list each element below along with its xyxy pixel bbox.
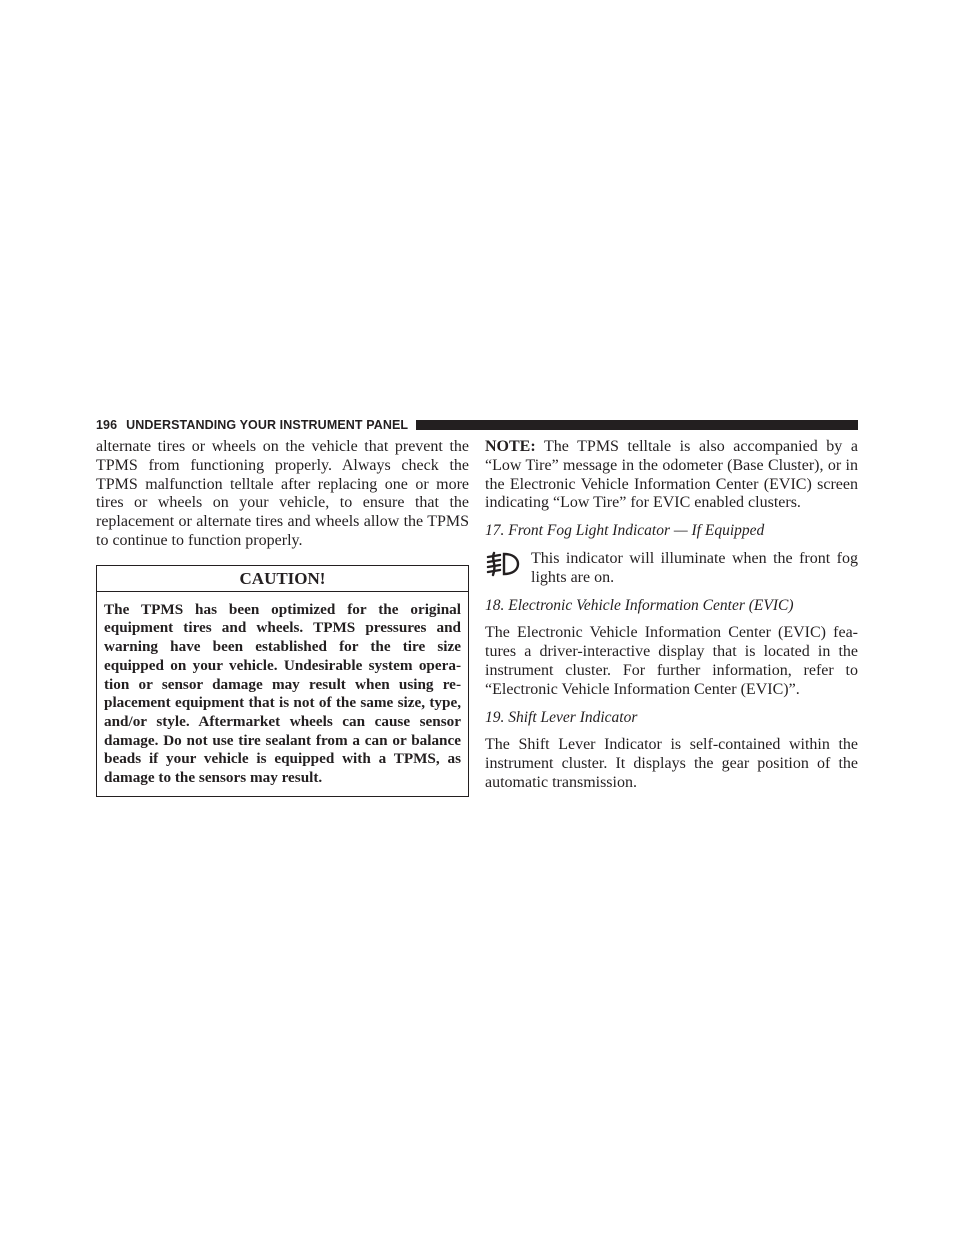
note-label: NOTE: bbox=[485, 438, 536, 455]
intro-paragraph: alternate tires or wheels on the vehicle that prevent the TPMS from functioning properly. Always check the TPMS malfunction telltale after replacing one or more tires or wheels on your vehicle, to ensure that the replacement or alternate tires and wheels allow the TPMS to continue to function properly. bbox=[96, 438, 469, 549]
caution-text: The TPMS has been optimized for the original equipment tires and wheels. TPMS pressures and warning have been established for the tire size equipped on your vehicle. Undesirable system operation or sensor damage may result when using replacement equipment that is not of the same size, type, and/or style. Aftermarket wheels can cause sensor damage. Do not use tire sealant from a can or balance beads if your vehicle is equipped with a TPMS, as damage to the sensors may result. bbox=[104, 600, 461, 787]
caution-box bbox=[96, 565, 469, 797]
evic-paragraph: The Electronic Vehicle Information Center (EVIC) features a driver-interactive display that is located in the instrument cluster. For further information, refer to “Electronic Vehicle Information Center (EVIC)”. bbox=[485, 624, 858, 698]
right-column bbox=[485, 438, 858, 793]
page-header bbox=[96, 416, 858, 434]
shift-lever-paragraph: The Shift Lever Indicator is self-contained within the instrument cluster. It displays the gear position of the automatic transmission. bbox=[485, 736, 858, 791]
page-number: 196 bbox=[96, 418, 118, 432]
heading-evic: 18. Electronic Vehicle Information Center (EVIC) bbox=[485, 596, 794, 614]
front-fog-light-icon bbox=[485, 551, 521, 577]
heading-shift-lever: 19. Shift Lever Indicator bbox=[485, 708, 638, 726]
heading-front-fog-light: 17. Front Fog Light Indicator — If Equipped bbox=[485, 522, 765, 540]
fog-light-item bbox=[485, 550, 858, 588]
note-paragraph bbox=[485, 438, 858, 513]
header-rule bbox=[416, 420, 858, 430]
left-column bbox=[96, 438, 469, 797]
note-text: The TPMS telltale is also accompanied by a “Low Tire” message in the odometer (Base Cluster), or in the Electronic Vehicle Information Center (EVIC) screen indicating “Low Tire” for EVIC enabled clusters. bbox=[485, 438, 858, 512]
caution-title: CAUTION! bbox=[97, 566, 468, 592]
fog-light-text: This indicator will illuminate when the front fog lights are on. bbox=[531, 549, 858, 586]
section-title: UNDERSTANDING YOUR INSTRUMENT PANEL bbox=[126, 418, 409, 432]
